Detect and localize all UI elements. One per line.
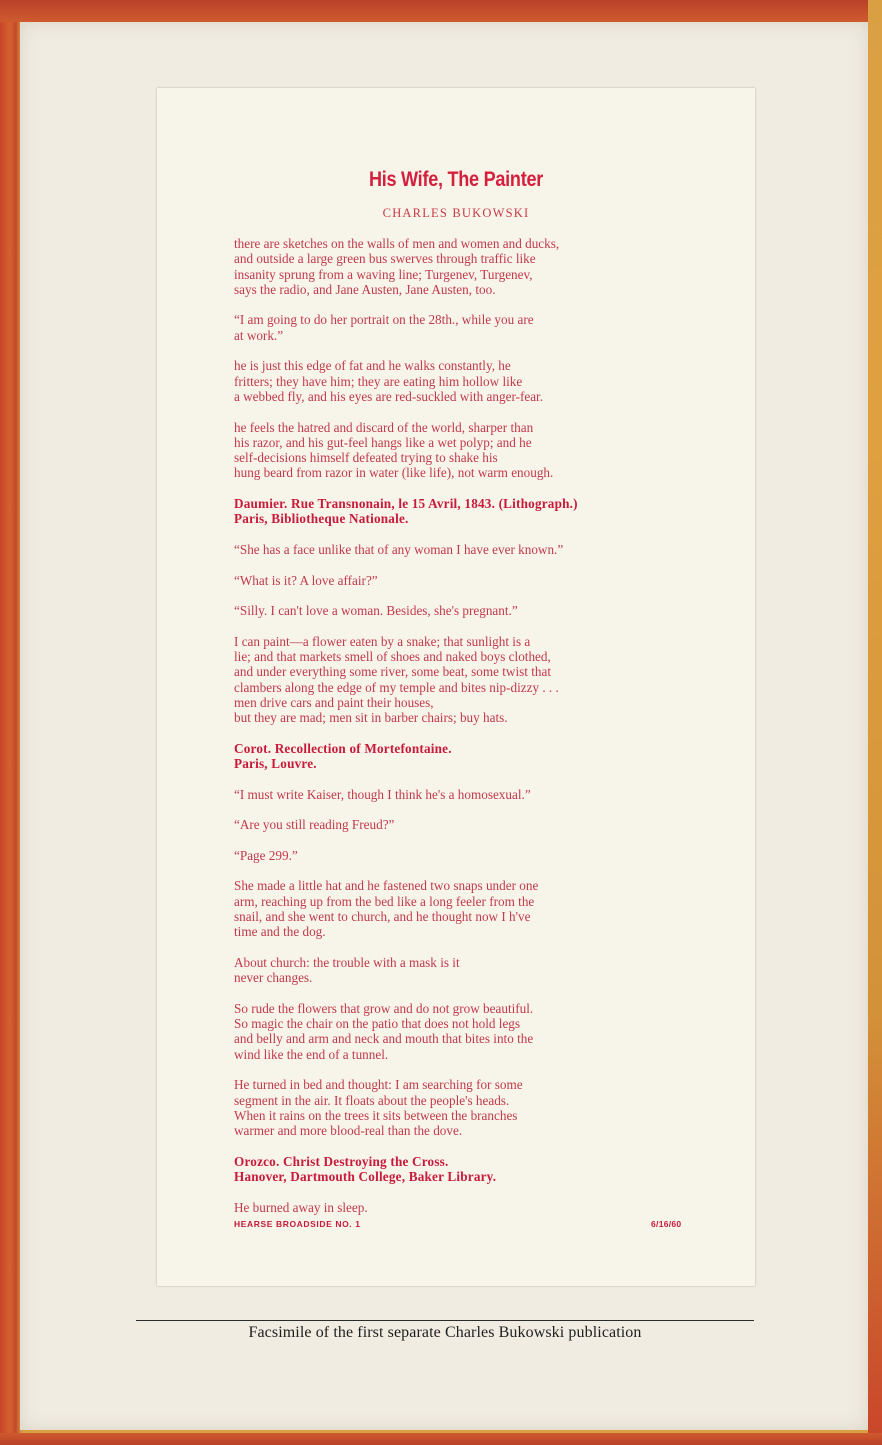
poem-line: says the radio, and Jane Austen, Jane Austen, too. <box>234 281 496 297</box>
page-caption: Facsimile of the first separate Charles Bukowski publication <box>248 1324 642 1341</box>
poem-line: When it rains on the trees it sits between the branches <box>234 1107 518 1123</box>
caption-rule <box>136 1320 754 1321</box>
poem-line: wind like the end of a tunnel. <box>234 1046 389 1062</box>
poem-line: but they are mad; men sit in barber chairs; buy hats. <box>234 710 508 726</box>
poem-line: a webbed fly, and his eyes are red-suckled with anger-fear. <box>234 388 544 404</box>
poem-line: Orozco. Christ Destroying the Cross. <box>234 1153 449 1169</box>
stanza <box>234 634 714 726</box>
poem-line: and belly and arm and neck and mouth that bites into the <box>234 1031 534 1047</box>
poem-line: and under everything some river, some beat, some twist that <box>234 664 551 680</box>
poem-line: he is just this edge of fat and he walks constantly, he <box>234 358 511 374</box>
poem-line: “What is it? A love affair?” <box>234 572 378 588</box>
artwork-caption <box>234 1154 714 1185</box>
poem-line: he feels the hatred and discard of the world, sharper than <box>234 419 534 435</box>
artwork-caption <box>234 496 714 527</box>
stanza <box>234 787 714 802</box>
poem-title: His Wife, The Painter <box>368 168 544 191</box>
stanza <box>234 1200 714 1215</box>
poem-line: “I must write Kaiser, though I think he's a homosexual.” <box>234 786 531 802</box>
poem-line: “I am going to do her portrait on the 28th., while you are <box>234 312 534 328</box>
poem-body <box>234 236 714 1230</box>
cover-edge-bottom <box>0 1433 882 1445</box>
poem-line: hung beard from razor in water (like life), not warm enough. <box>234 465 554 481</box>
cover-edge-top <box>0 0 882 22</box>
poem-line: snail, and she went to church, and he thought now I h've <box>234 909 531 925</box>
poem-line: time and the dog. <box>234 924 326 940</box>
poem-line: “She has a face unlike that of any woman I have ever known.” <box>234 541 564 557</box>
poem-line: warmer and more blood-real than the dove. <box>234 1123 463 1139</box>
poem-line: I can paint—a flower eaten by a snake; that sunlight is a <box>234 633 531 649</box>
poem-line: About church: the trouble with a mask is it <box>234 954 460 970</box>
stanza <box>234 358 714 404</box>
poem-line: He burned away in sleep. <box>234 1199 368 1215</box>
stanza <box>234 955 714 986</box>
poem-line: He turned in bed and thought: I am searching for some <box>234 1077 523 1093</box>
poem-line: Daumier. Rue Transnonain, le 15 Avril, 1843. (Lithograph.) <box>234 496 578 512</box>
poem-line: Corot. Recollection of Mortefontaine. <box>234 740 452 756</box>
artwork-caption <box>234 741 714 772</box>
poem-line: and outside a large green bus swerves through traffic like <box>234 251 536 267</box>
stanza <box>234 312 714 343</box>
cover-edge-right <box>868 0 882 1445</box>
poem-line: lie; and that markets smell of shoes and naked boys clothed, <box>234 649 551 665</box>
stanza <box>234 542 714 557</box>
poem-line: at work.” <box>234 327 284 343</box>
poem-line: arm, reaching up from the bed like a long feeler from the <box>234 893 535 909</box>
poem-line: self-decisions himself defeated trying to shake his <box>234 450 498 466</box>
poem-line: So magic the chair on the patio that does not hold legs <box>234 1016 521 1032</box>
stanza <box>234 420 714 481</box>
poem-line: “Page 299.” <box>234 847 298 863</box>
poem-line: insanity sprung from a waving line; Turgenev, Turgenev, <box>234 266 533 282</box>
broadside-number: HEARSE BROADSIDE NO. 1 <box>234 1219 361 1229</box>
poem-line: men drive cars and paint their houses, <box>234 694 434 710</box>
stanza <box>234 236 714 297</box>
stanza <box>234 848 714 863</box>
stanza <box>234 1077 714 1138</box>
broadside-date: 6/16/60 <box>651 1219 682 1229</box>
poem-line: “Are you still reading Freud?” <box>234 817 395 833</box>
poem-line: fritters; they have him; they are eating him hollow like <box>234 373 523 389</box>
broadside-facsimile <box>157 88 755 1286</box>
poem-line: never changes. <box>234 970 313 986</box>
poem-line: Hanover, Dartmouth College, Baker Library. <box>234 1169 497 1185</box>
poem-author: CHARLES BUKOWSKI <box>382 206 530 220</box>
stanza <box>234 817 714 832</box>
poem-line: So rude the flowers that grow and do not grow beautiful. <box>234 1000 534 1016</box>
poem-line: clambers along the edge of my temple and bites nip-dizzy . . . <box>234 679 559 695</box>
stanza <box>234 1001 714 1062</box>
stanza <box>234 573 714 588</box>
poem-line: segment in the air. It floats about the people's heads. <box>234 1092 510 1108</box>
poem-line: Paris, Bibliotheque Nationale. <box>234 511 409 527</box>
stanza <box>234 603 714 618</box>
poem-line: there are sketches on the walls of men and women and ducks, <box>234 236 560 251</box>
poem-line: She made a little hat and he fastened two snaps under one <box>234 878 539 894</box>
poem-line: his razor, and his gut-feel hangs like a wet polyp; and he <box>234 434 532 450</box>
poem-line: Paris, Louvre. <box>234 756 317 772</box>
stanza <box>234 878 714 939</box>
poem-line: “Silly. I can't love a woman. Besides, she's pregnant.” <box>234 603 518 619</box>
